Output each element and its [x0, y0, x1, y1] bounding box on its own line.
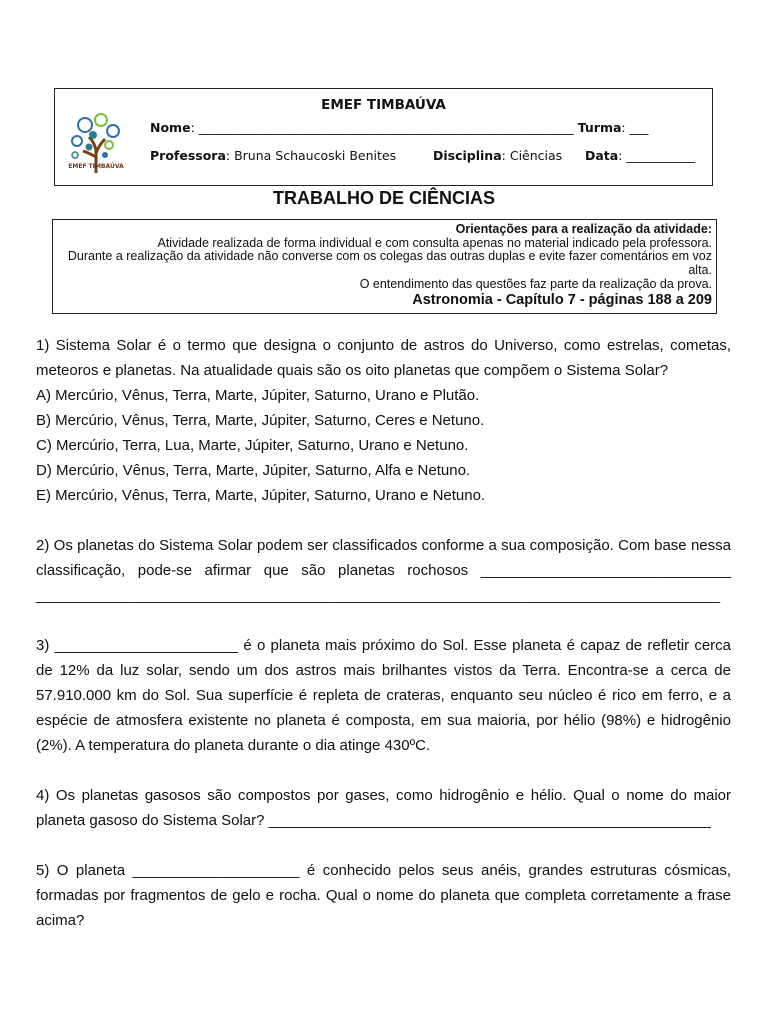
date-label: Data	[585, 148, 619, 163]
option-b: B) Mercúrio, Vênus, Terra, Marte, Júpiter, Saturno, Ceres e Netuno.	[36, 412, 485, 429]
option-d: D) Mercúrio, Vênus, Terra, Marte, Júpiter, Saturno, Alfa e Netuno.	[36, 462, 471, 479]
subject-value: : Ciências	[501, 148, 563, 163]
option-a: A) Mercúrio, Vênus, Terra, Marte, Júpiter, Saturno, Urano e Plutão.	[36, 387, 480, 404]
subject-label: Disciplina	[433, 148, 502, 163]
class-label: Turma	[577, 120, 622, 135]
name-blank: : ____________________________________________________________	[190, 120, 578, 135]
name-label: Nome	[150, 120, 191, 135]
subject-field	[433, 148, 562, 163]
page-title: TRABALHO DE CIÊNCIAS	[272, 188, 495, 208]
question-1: 1) Sistema Solar é o termo que designa o conjunto de astros do Universo, como estrelas, cometas, meteoros e planetas. Na atualidade quais são os oito planetas que compõem o Sistema Solar?	[36, 337, 731, 379]
date-field	[585, 148, 695, 163]
orientation-line: O entendimento das questões faz parte da realização da prova.	[359, 276, 712, 291]
header-box	[54, 88, 713, 186]
orientations-box	[52, 219, 717, 314]
option-c: C) Mercúrio, Terra, Lua, Marte, Júpiter, Saturno, Urano e Netuno.	[36, 437, 469, 454]
orientation-line: Durante a realização da atividade não converse com os colegas das outras duplas e evite fazer comentários em voz alta.	[67, 249, 712, 278]
logo-text: EMEF TIMBAÚVA	[68, 163, 124, 170]
questions-section	[36, 333, 731, 933]
teacher-label: Professora	[150, 148, 226, 163]
school-name: EMEF TIMBAÚVA	[321, 97, 446, 113]
teacher-name: : Bruna Schaucoski Benites	[225, 148, 397, 163]
question-2: 2) Os planetas do Sistema Solar podem ser classificados conforme a sua composição. Com base nessa classificação, pode-se afirmar que são planetas rochosos ______________________________ __________________________________________________________________________________	[36, 537, 731, 604]
chapter-reference: Astronomia - Capítulo 7 - páginas 188 a 209	[412, 291, 712, 308]
class-blank: : ___	[621, 120, 649, 135]
question-3: 3) ______________________ é o planeta mais próximo do Sol. Esse planeta é capaz de refletir cerca de 12% da luz solar, sendo um dos astros mais brilhantes vistos da Terra. Encontra-se a cerca de 57.910.000 km do Sol. Sua superfície é repleta de crateras, enquanto seu núcleo é rico em ferro, e a espécie de atmosfera existente no planeta é composta, em sua maioria, por hélio (98%) e hidrogênio (2%). A temperatura do planeta durante o dia atinge 430ºC.	[36, 637, 731, 754]
name-row	[150, 120, 648, 135]
question-4: 4) Os planetas gasosos são compostos por gases, como hidrogênio e hélio. Qual o nome do maior planeta gasoso do Sistema Solar? _____________________________________________________	[36, 787, 731, 829]
option-e: E) Mercúrio, Vênus, Terra, Marte, Júpiter, Saturno, Urano e Netuno.	[36, 487, 486, 504]
orientation-line: Atividade realizada de forma individual e com consulta apenas no material indicado pela professora.	[157, 235, 712, 250]
orientations-heading: Orientações para a realização da atividade:	[455, 222, 712, 236]
teacher-row	[150, 148, 396, 163]
date-blank: : ___________	[618, 148, 696, 163]
question-5: 5) O planeta ____________________ é conhecido pelos seus anéis, grandes estruturas cósmicas, formadas por fragmentos de gelo e rocha. Qual o nome do planeta que completa corretamente a frase acima?	[36, 862, 731, 929]
